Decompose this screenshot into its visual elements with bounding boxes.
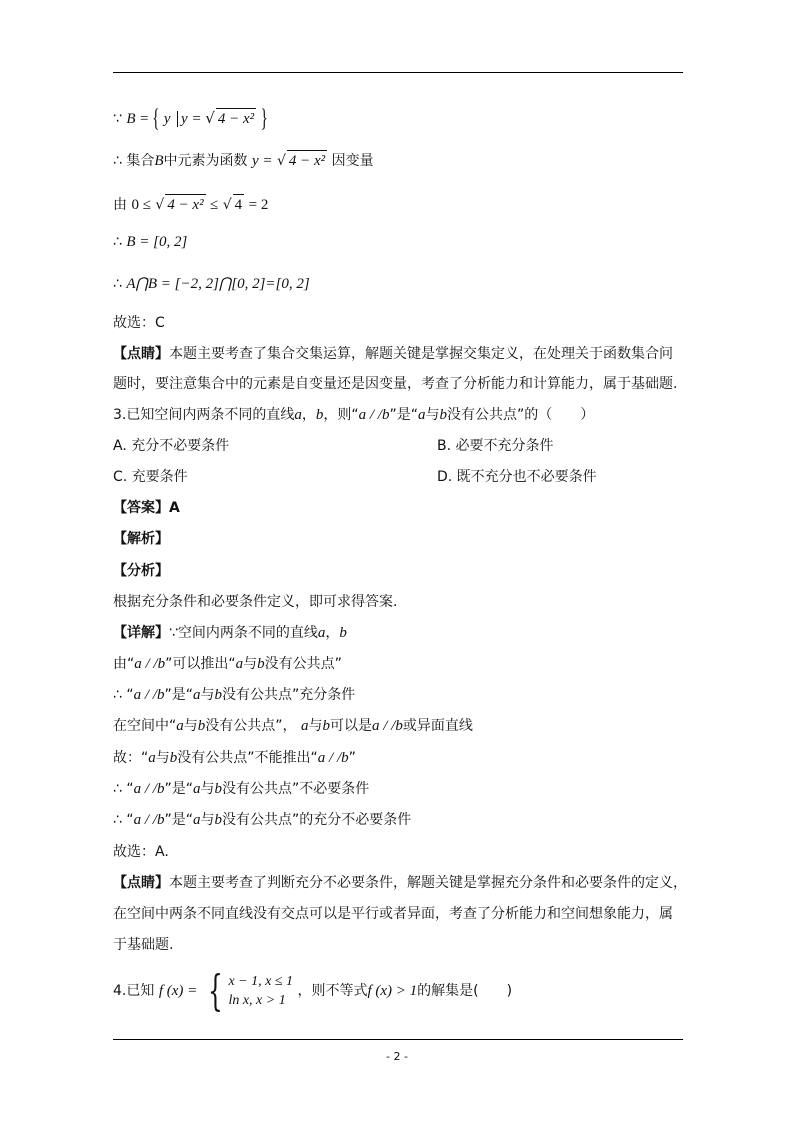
text: 可以是 [329, 718, 372, 734]
math-var: B [154, 153, 164, 169]
section-label: 【点睛】 [113, 875, 169, 891]
text: 与 [243, 656, 258, 672]
text: ，则“ [323, 407, 359, 423]
text: ， [325, 625, 340, 641]
math-var: b [214, 687, 222, 703]
math-var: a [192, 687, 201, 703]
detail-line-5 [113, 748, 356, 768]
text: 故选：C [113, 315, 165, 331]
math-expr: = 2 [248, 197, 269, 213]
analysis-label [113, 529, 169, 549]
math-var: a [294, 407, 302, 423]
math-expr: f (x) = [158, 983, 198, 999]
math-var: b [257, 656, 265, 672]
text: A. 充分不必要条件 [113, 438, 230, 454]
math-var: b [315, 407, 324, 423]
math-expr: y = [251, 153, 273, 169]
header-rule [113, 72, 683, 73]
detail-line-3 [113, 685, 355, 705]
text: C. 充要条件 [113, 469, 188, 485]
math-var: a [317, 625, 326, 641]
option-b [437, 436, 554, 456]
radical-sign: √ [205, 109, 215, 127]
detail-line-7 [113, 810, 411, 830]
option-c [113, 467, 188, 487]
text: 在空间中“ [113, 718, 177, 734]
answer-choice-text [113, 313, 165, 333]
piecewise-cases [202, 966, 293, 1015]
text: ∴ “ [113, 781, 134, 797]
text: 故选：A. [113, 844, 169, 860]
therefore-symbol: ∴ [113, 234, 122, 250]
text: 没有公共点”充分条件 [221, 687, 356, 703]
text: 与 [155, 750, 170, 766]
comment-paragraph-cont [113, 374, 677, 394]
answer-choice-text-2 [113, 842, 169, 862]
text: B. 必要不充分条件 [437, 438, 554, 454]
detail-line-6 [113, 779, 369, 799]
line-b-result [113, 232, 187, 252]
math-expr: B = [0, 2] [126, 234, 188, 250]
math-var: a [192, 781, 201, 797]
because-symbol: ∵ [113, 111, 122, 127]
math-expr: ≤ [210, 197, 219, 213]
text: 于基础题. [113, 937, 174, 953]
text: 与 [200, 781, 215, 797]
case-1: x − 1, x ≤ 1 [228, 974, 293, 989]
radical-sign: √ [276, 153, 286, 169]
text: 故：“ [113, 750, 149, 766]
brace-open: { [207, 966, 223, 1015]
text: 与 [183, 718, 198, 734]
case-2: ln x, x > 1 [228, 993, 286, 1008]
text: 与 [200, 812, 215, 828]
question-4-stem [113, 966, 513, 1015]
comment-paragraph [113, 344, 673, 364]
text: ∵空间内两条不同的直线 [169, 625, 318, 641]
detail-line-4 [113, 716, 473, 736]
radicand: 4 − x² [216, 108, 256, 129]
section-label: 【详解】 [113, 625, 169, 641]
math-var: a [235, 656, 244, 672]
detail-line-2 [113, 654, 342, 674]
math-var: a [148, 750, 156, 766]
section-label: 【点睛】 [113, 346, 169, 362]
text: D. 既不充分也不必要条件 [437, 469, 597, 485]
text: 没有公共点”不能推出“ [177, 750, 318, 766]
text: ”是“ [164, 812, 193, 828]
text: 因变量 [331, 153, 374, 169]
text: 与 [200, 687, 215, 703]
option-a [113, 436, 229, 456]
answer-label [113, 498, 180, 518]
text: 没有公共点” [264, 656, 342, 672]
text: ∴ 集合 [113, 153, 155, 169]
math-expr: y = [181, 111, 202, 127]
text: 没有公共点”的（ ） [446, 407, 595, 423]
brace-close: } [260, 105, 268, 133]
math-var: b [214, 781, 222, 797]
text: 在空间中两条不同直线没有交点可以是平行或者异面，考查了分析能力和空间想象能力，属 [113, 906, 673, 922]
text: 本题主要考查了判断充分不必要条件，解题关键是掌握充分条件和必要条件的定义， [169, 875, 687, 891]
radicand: 4 [233, 194, 245, 215]
line-set-b-function [113, 150, 374, 171]
comment-paragraph-2-end [113, 935, 173, 955]
math-expr: a / /b [134, 656, 166, 672]
text: ，则不等式 [297, 983, 368, 999]
math-expr: a / /b [317, 750, 349, 766]
math-var: b [339, 625, 347, 641]
radicand: 4 − x² [287, 150, 327, 171]
fenxi-text [113, 592, 397, 612]
text: 本题主要考查了集合交集运算，解题关键是掌握交集定义，在处理关于函数集合问 [169, 346, 673, 362]
line-set-b-definition: ∵ B = { y y = √ 4 − x² } [113, 108, 268, 129]
math-expr: f (x) > 1 [367, 983, 418, 999]
math-var: B [126, 111, 136, 127]
math-var: a [300, 718, 309, 734]
text: 3.已知空间内两条不同的直线 [113, 407, 295, 423]
text: 根据充分条件和必要条件定义，即可求得答案. [113, 594, 398, 610]
text: 与 [308, 718, 323, 734]
footer-rule [113, 1039, 683, 1040]
radical-sign: √ [155, 197, 165, 213]
text: ∴ “ [113, 812, 134, 828]
brace-open: { [152, 105, 160, 133]
text: 或异面直线 [402, 718, 473, 734]
text: 【解析】 [113, 531, 169, 547]
text: 中元素为函数 [163, 153, 248, 169]
math-expr: a / /b [358, 407, 390, 423]
math-var: b [197, 718, 206, 734]
question-3-stem [113, 405, 594, 425]
text: 没有公共点”的充分不必要条件 [221, 812, 412, 828]
text: ∴ “ [113, 687, 134, 703]
math-expr: a / /b [133, 812, 165, 828]
math-var: b [439, 407, 447, 423]
math-expr: A⋂B = [−2, 2]⋂[0, 2]=[0, 2] [126, 276, 310, 292]
text: 4.已知 [113, 983, 155, 999]
math-expr: a / /b [133, 687, 165, 703]
line-range-inequality [113, 194, 268, 215]
radical-sign: √ [222, 197, 232, 213]
text: ”是“ [389, 407, 418, 423]
line-intersection [113, 274, 310, 294]
text: 由“ [113, 656, 135, 672]
text: 没有公共点”不必要条件 [221, 781, 370, 797]
radicand: 4 − x² [165, 194, 205, 215]
text: 没有公共点”， [205, 718, 297, 734]
page-number: - 2 - [386, 1050, 408, 1063]
math-var: y [163, 111, 171, 127]
comment-paragraph-2-cont [113, 904, 673, 924]
therefore-symbol: ∴ [113, 276, 122, 292]
text: ”是“ [164, 687, 193, 703]
comment-paragraph-2 [113, 873, 687, 893]
text: 题时，要注意集合中的元素是自变量还是因变量，考查了分析能力和计算能力，属于基础题. [113, 376, 678, 392]
text: ”是“ [164, 781, 193, 797]
text: 由 [113, 197, 127, 213]
math-var: b [214, 812, 222, 828]
math-expr: a / /b [371, 718, 403, 734]
text: 【答案】A [113, 500, 180, 516]
text: ， [301, 407, 316, 423]
fenxi-label [113, 561, 169, 581]
math-var: a [176, 718, 184, 734]
text: 的解集是( ) [417, 983, 513, 999]
text: 与 [425, 407, 440, 423]
option-d [437, 467, 597, 487]
math-var: a [192, 812, 201, 828]
text: ” [348, 750, 356, 766]
math-expr: a / /b [133, 781, 165, 797]
math-var: b [322, 718, 330, 734]
text: ”可以推出“ [165, 656, 236, 672]
math-expr: 0 ≤ [131, 197, 151, 213]
math-var: b [169, 750, 178, 766]
detail-line-1 [113, 623, 347, 643]
math-var: a [417, 407, 426, 423]
text: 【分析】 [113, 563, 169, 579]
